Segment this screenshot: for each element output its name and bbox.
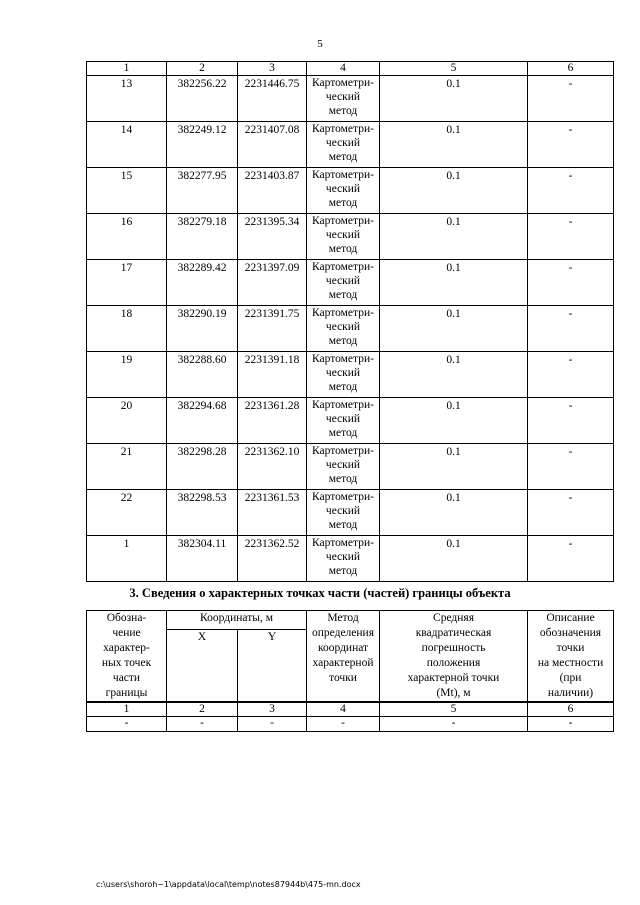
- method-line: метод: [328, 381, 358, 393]
- description-cell: -: [528, 168, 614, 214]
- table-row: [87, 536, 614, 582]
- method-cell: [307, 398, 380, 444]
- method-cell: [307, 306, 380, 352]
- description-cell: -: [528, 306, 614, 352]
- x-coordinate-cell: 382294.68: [167, 398, 238, 444]
- column-number: 5: [380, 62, 528, 76]
- method-line: ческий: [325, 137, 361, 149]
- coordinates-header: Координаты, м: [167, 611, 307, 630]
- method-header: Метод определения координат характерной точки: [307, 611, 380, 703]
- column-number: 2: [167, 702, 238, 717]
- method-cell: [307, 444, 380, 490]
- description-cell: -: [528, 352, 614, 398]
- table-row: [87, 168, 614, 214]
- y-coordinate-cell: 2231397.09: [238, 260, 307, 306]
- column-number: 6: [528, 702, 614, 717]
- part-boundary-points-table: [86, 610, 614, 732]
- y-coordinate-cell: 2231446.75: [238, 76, 307, 122]
- description-cell: -: [528, 214, 614, 260]
- table-row: [87, 76, 614, 122]
- point-number-cell: 16: [87, 214, 167, 260]
- table-row: [87, 122, 614, 168]
- designation-header: Обозна- чение характер- ных точек части границы: [87, 611, 167, 703]
- description-cell: -: [528, 536, 614, 582]
- x-coordinate-cell: 382298.28: [167, 444, 238, 490]
- method-line: ческий: [325, 321, 361, 333]
- method-line: Картометри-: [312, 491, 374, 503]
- y-coordinate-cell: 2231391.18: [238, 352, 307, 398]
- column-number: 3: [238, 702, 307, 717]
- table-cell: -: [238, 717, 307, 732]
- table-row: [87, 717, 614, 732]
- column-number: 5: [380, 702, 528, 717]
- method-line: метод: [328, 105, 358, 117]
- table-cell: -: [380, 717, 528, 732]
- table-row: [87, 260, 614, 306]
- x-coordinate-cell: 382288.60: [167, 352, 238, 398]
- table-row: [87, 352, 614, 398]
- point-number-cell: 18: [87, 306, 167, 352]
- point-number-cell: 1: [87, 536, 167, 582]
- accuracy-cell: 0.1: [380, 122, 528, 168]
- accuracy-header: Средняя квадратическая погрешность положения характерной точки (Mt), м: [380, 611, 528, 703]
- x-coordinate-cell: 382304.11: [167, 536, 238, 582]
- point-number-cell: 19: [87, 352, 167, 398]
- accuracy-cell: 0.1: [380, 306, 528, 352]
- method-line: ческий: [325, 367, 361, 379]
- method-line: метод: [328, 473, 358, 485]
- table-row: [87, 306, 614, 352]
- method-cell: [307, 536, 380, 582]
- point-number-cell: 21: [87, 444, 167, 490]
- column-numbers-row: [87, 702, 614, 717]
- page-number: 5: [317, 38, 323, 50]
- method-line: Картометри-: [312, 77, 374, 89]
- method-line: ческий: [325, 229, 361, 241]
- method-line: Картометри-: [312, 445, 374, 457]
- section-title: 3. Сведения о характерных точках части (частей) границы объекта: [129, 586, 511, 600]
- x-coordinate-cell: 382256.22: [167, 76, 238, 122]
- method-line: Картометри-: [312, 353, 374, 365]
- y-coordinate-cell: 2231391.75: [238, 306, 307, 352]
- method-line: Картометри-: [312, 307, 374, 319]
- description-cell: -: [528, 76, 614, 122]
- method-line: ческий: [325, 91, 361, 103]
- method-cell: [307, 122, 380, 168]
- y-coordinate-cell: 2231403.87: [238, 168, 307, 214]
- method-cell: [307, 168, 380, 214]
- method-line: Картометри-: [312, 261, 374, 273]
- point-number-cell: 20: [87, 398, 167, 444]
- y-header: Y: [238, 629, 307, 702]
- method-cell: [307, 76, 380, 122]
- method-line: ческий: [325, 183, 361, 195]
- table-cell: -: [528, 717, 614, 732]
- point-number-cell: 15: [87, 168, 167, 214]
- footer-file-path: c:\users\shoroh~1\appdata\local\temp\notes87944b\475-mn.docx: [96, 880, 361, 889]
- method-cell: [307, 490, 380, 536]
- method-line: метод: [328, 427, 358, 439]
- method-line: метод: [328, 519, 358, 531]
- method-cell: [307, 214, 380, 260]
- method-line: метод: [328, 565, 358, 577]
- table-row: [87, 214, 614, 260]
- table-row: [87, 490, 614, 536]
- accuracy-cell: 0.1: [380, 444, 528, 490]
- accuracy-cell: 0.1: [380, 490, 528, 536]
- table-cell: -: [87, 717, 167, 732]
- points-table: [86, 61, 614, 582]
- accuracy-cell: 0.1: [380, 214, 528, 260]
- method-cell: [307, 260, 380, 306]
- method-line: Картометри-: [312, 215, 374, 227]
- description-cell: -: [528, 260, 614, 306]
- table-header-row: [87, 62, 614, 76]
- description-cell: -: [528, 398, 614, 444]
- method-line: Картометри-: [312, 123, 374, 135]
- y-coordinate-cell: 2231362.10: [238, 444, 307, 490]
- column-number: 1: [87, 702, 167, 717]
- x-coordinate-cell: 382298.53: [167, 490, 238, 536]
- method-line: метод: [328, 335, 358, 347]
- point-number-cell: 14: [87, 122, 167, 168]
- y-coordinate-cell: 2231362.52: [238, 536, 307, 582]
- method-line: метод: [328, 197, 358, 209]
- method-line: ческий: [325, 551, 361, 563]
- y-coordinate-cell: 2231361.28: [238, 398, 307, 444]
- x-coordinate-cell: 382279.18: [167, 214, 238, 260]
- x-coordinate-cell: 382249.12: [167, 122, 238, 168]
- column-number: 4: [307, 62, 380, 76]
- method-line: метод: [328, 151, 358, 163]
- method-line: Картометри-: [312, 169, 374, 181]
- column-number: 1: [87, 62, 167, 76]
- table-row: [87, 444, 614, 490]
- y-coordinate-cell: 2231395.34: [238, 214, 307, 260]
- method-line: метод: [328, 289, 358, 301]
- y-coordinate-cell: 2231361.53: [238, 490, 307, 536]
- description-cell: -: [528, 490, 614, 536]
- method-line: ческий: [325, 275, 361, 287]
- x-coordinate-cell: 382290.19: [167, 306, 238, 352]
- method-line: ческий: [325, 459, 361, 471]
- accuracy-cell: 0.1: [380, 260, 528, 306]
- method-line: Картометри-: [312, 537, 374, 549]
- accuracy-cell: 0.1: [380, 168, 528, 214]
- table-row: [87, 398, 614, 444]
- method-cell: [307, 352, 380, 398]
- point-number-cell: 13: [87, 76, 167, 122]
- method-line: Картометри-: [312, 399, 374, 411]
- method-line: метод: [328, 243, 358, 255]
- x-coordinate-cell: 382289.42: [167, 260, 238, 306]
- accuracy-cell: 0.1: [380, 536, 528, 582]
- description-header: Описание обозначения точки на местности (при наличии): [528, 611, 614, 703]
- description-cell: -: [528, 444, 614, 490]
- point-number-cell: 22: [87, 490, 167, 536]
- column-number: 3: [238, 62, 307, 76]
- column-number: 6: [528, 62, 614, 76]
- x-coordinate-cell: 382277.95: [167, 168, 238, 214]
- method-line: ческий: [325, 505, 361, 517]
- column-number: 4: [307, 702, 380, 717]
- method-line: ческий: [325, 413, 361, 425]
- accuracy-cell: 0.1: [380, 76, 528, 122]
- column-number: 2: [167, 62, 238, 76]
- y-coordinate-cell: 2231407.08: [238, 122, 307, 168]
- description-cell: -: [528, 122, 614, 168]
- table-header-row: [87, 611, 614, 630]
- table-cell: -: [167, 717, 238, 732]
- x-header: X: [167, 629, 238, 702]
- point-number-cell: 17: [87, 260, 167, 306]
- accuracy-cell: 0.1: [380, 398, 528, 444]
- table-cell: -: [307, 717, 380, 732]
- accuracy-cell: 0.1: [380, 352, 528, 398]
